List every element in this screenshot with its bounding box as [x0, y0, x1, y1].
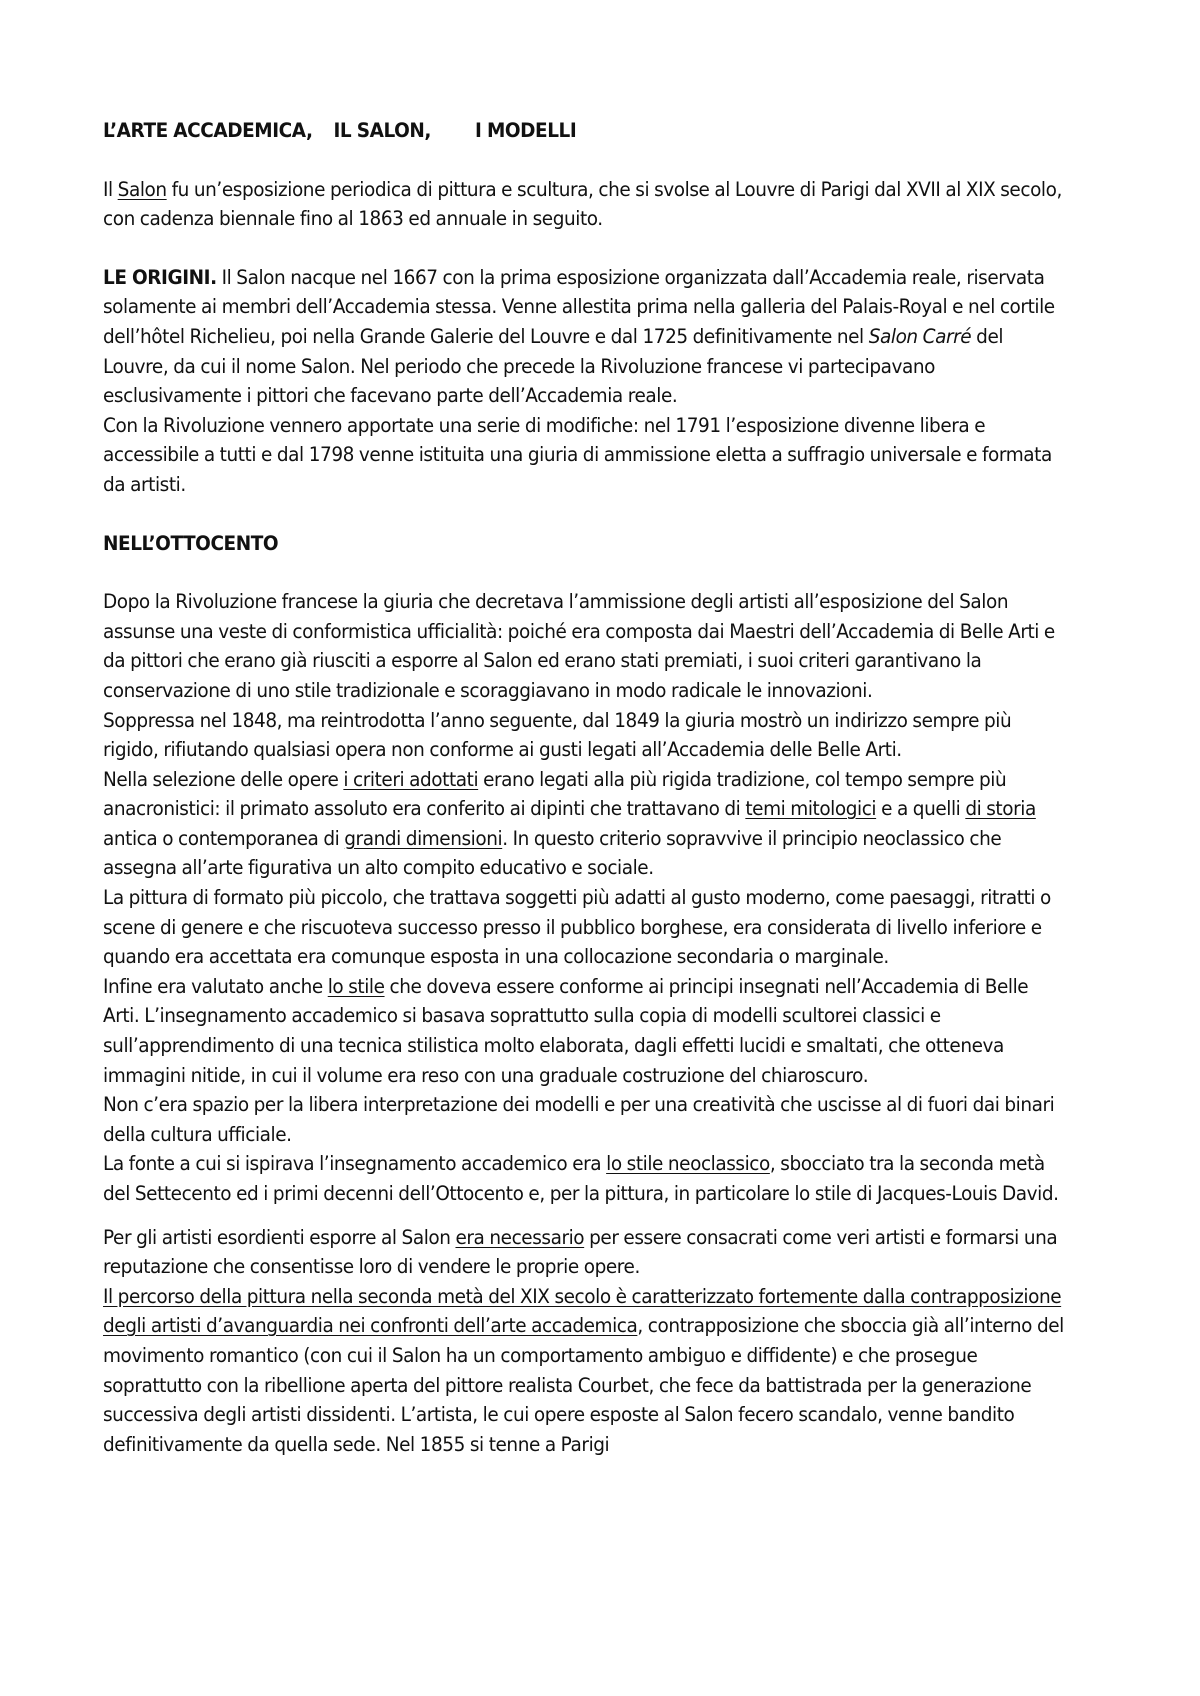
underlined-temi: temi mitologici — [745, 797, 877, 821]
ottocento-paragraph-4: La pittura di formato più piccolo, che trattava soggetti più adatti al gusto moderno, come paesaggi, ritratti o scene di genere e che riscuoteva successo presso il pubblico borghese, era considerata di livello inferiore e quando era accettata era comunque esposta in una collocazione secondaria o marginale. — [103, 886, 1051, 969]
ottocento-paragraph-1: Dopo la Rivoluzione francese la giuria che decretava l’ammissione degli artisti all’esposizione del Salon assunse una veste di conformistica ufficialità: poiché era composta dai Maestri dell’Accademia di Belle Arti e da pittori che erano già riusciti a esporre al Salon ed erano stati premiati, i suoi criteri garantivano la conservazione di uno stile tradizionale e scoraggiavano in modo radicale le innovazioni. — [103, 590, 1055, 702]
origini-paragraph: LE ORIGINI. Il Salon nacque nel 1667 con la prima esposizione organizzata dall’Accademia reale, riservata solamente ai membri dell’Accademia stessa. Venne allestita prima nella galleria del Palais-Royal e nel cortile dell’hôtel Richelieu, poi nella Grande Galerie del Louvre e dal 1725 definitivamente nel Salon Carré del Louvre, da cui il nome Salon. Nel periodo che precede la Rivoluzione francese vi partecipavano esclusivamente i pittori che facevano parte dell’Accademia reale. — [103, 265, 1055, 408]
intro-paragraph: Il Salon fu un’esposizione periodica di pittura e scultura, che si svolse al Louvre di Parigi dal XVII al XIX secolo, con cadenza biennale fino al 1863 ed annuale in seguito. — [103, 177, 1062, 231]
underlined-dimensioni: grandi dimensioni — [344, 826, 503, 850]
italic-salon-carre: Salon Carré — [868, 324, 972, 348]
underlined-storia: di storia — [965, 797, 1036, 821]
page-title — [103, 116, 1067, 146]
underlined-criteri: i criteri adottati — [343, 767, 479, 791]
ottocento-paragraph-7: La fonte a cui si ispirava l’insegnamento accademico era lo stile neoclassico, sbocciato tra la seconda metà del Settecento ed i primi decenni dell’Ottocento e, per la pittura, in particolare lo stile di Jacques-Louis David. — [103, 1152, 1059, 1205]
underlined-stile: lo stile — [327, 974, 385, 998]
title-part-3: I MODELLI — [474, 119, 577, 142]
title-part-2: IL SALON, — [333, 119, 431, 142]
underlined-necessario: era necessario — [455, 1225, 585, 1249]
ottocento-paragraph-2: Soppressa nel 1848, ma reintrodotta l’anno seguente, dal 1849 la giuria mostrò un indirizzo sempre più rigido, rifiutando qualsiasi opera non conforme ai gusti legati all’Accademia delle Belle Arti. — [103, 708, 1012, 762]
document-page — [103, 116, 1067, 1459]
underlined-salon: Salon — [117, 177, 167, 201]
ottocento-paragraph-6: Non c’era spazio per la libera interpretazione dei modelli e per una creatività che uscisse al di fuori dai binari della cultura ufficiale. — [103, 1093, 1055, 1146]
section-heading-origini: LE ORIGINI. — [103, 265, 217, 289]
underlined-neoclassico: lo stile neoclassico — [606, 1152, 770, 1176]
origini-paragraph-2: Con la Rivoluzione vennero apportate una serie di modifiche: nel 1791 l’esposizione divenne libera e accessibile a tutti e dal 1798 venne istituita una giuria di ammissione eletta a suffragio universale e formata da artisti. — [103, 413, 1052, 496]
esordienti-paragraph-1: Per gli artisti esordienti esporre al Salon era necessario per essere consacrati come veri artisti e formarsi una reputazione che consentisse loro di vendere le proprie opere. — [103, 1225, 1058, 1279]
title-part-1: L’ARTE ACCADEMICA, — [103, 119, 313, 142]
esordienti-paragraph-2: Il percorso della pittura nella seconda metà del XIX secolo è caratterizzato fortemente dalla contrapposizione degli artisti d’avanguardia nei confronti dell’arte accademica, contrapposizione che sboccia già all’interno del movimento romantico (con cui il Salon ha un comportamento ambiguo e diffidente) e che prosegue soprattutto con la ribellione aperta del pittore realista Courbet, che fece da battistrada per la generazione successiva degli artisti dissidenti. L’artista, le cui opere esposte al Salon fecero scandalo, venne bandito definitivamente da quella sede. Nel 1855 si tenne a Parigi — [103, 1284, 1064, 1456]
underlined-percorso: Il percorso della pittura nella seconda metà del XIX secolo è caratterizzato fortemente dalla contrapposizione degli artisti d’avanguardia nei confronti dell’arte accademica — [103, 1284, 1062, 1338]
ottocento-paragraph-3: Nella selezione delle opere i criteri adottati erano legati alla più rigida tradizione, col tempo sempre più anacronistici: il primato assoluto era conferito ai dipinti che trattavano di temi mitologici e a quelli di storia antica o contemporanea di grandi dimensioni. In questo criterio sopravvive il principio neoclassico che assegna all’arte figurativa un alto compito educativo e sociale. — [103, 767, 1036, 880]
section-heading-ottocento: NELL’OTTOCENTO — [103, 531, 279, 555]
ottocento-paragraph-5: Infine era valutato anche lo stile che doveva essere conforme ai principi insegnati nell’Accademia di Belle Arti. L’insegnamento accademico si basava soprattutto sulla copia di modelli scultorei classici e sull’apprendimento di una tecnica stilistica molto elaborata, dagli effetti lucidi e smaltati, che otteneva immagini nitide, in cui il volume era reso con una graduale costruzione del chiaroscuro. — [103, 974, 1029, 1087]
